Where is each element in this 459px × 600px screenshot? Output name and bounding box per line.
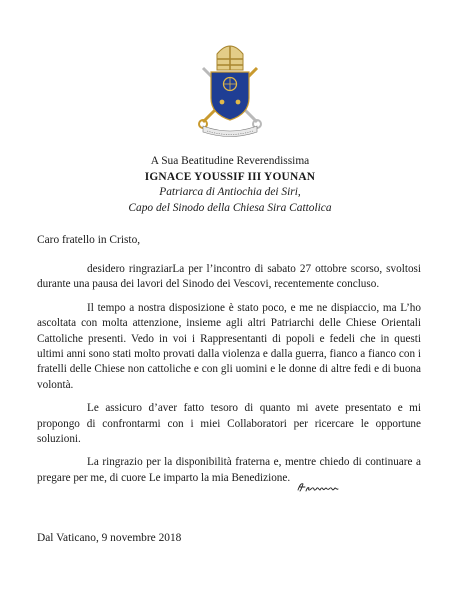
body-paragraph: La ringrazio per la disponibilità fraterna e, mentre chiedo di continuare a pregare per me, di cuore Le imparto la mia Benedizione. xyxy=(37,456,421,484)
addressee-title-1: Patriarca di Antiochia dei Siri, xyxy=(159,186,301,199)
handwritten-signature xyxy=(296,480,342,494)
addressee-name: IGNACE YOUSSIF III YOUNAN xyxy=(144,170,316,183)
body-paragraph: Le assicuro d’aver fatto tesoro di quanto mi avete presentato e mi propongo di confrontarmi con i miei Collaboratori per ricercare le opportune soluzioni. xyxy=(37,402,421,446)
addressee-honorific: A Sua Beatitudine Reverendissima xyxy=(150,155,310,167)
letter-body xyxy=(37,262,421,494)
salutation: Caro fratello in Cristo, xyxy=(37,234,141,246)
addressee-block xyxy=(60,154,400,216)
closing-date: Dal Vaticano, 9 novembre 2018 xyxy=(37,532,182,544)
papal-coat-of-arms-icon xyxy=(195,40,265,140)
addressee-title-2: Capo del Sinodo della Chiesa Sira Cattolica xyxy=(128,201,332,214)
body-paragraph: desidero ringraziarLa per l’incontro di sabato 27 ottobre scorso, svoltosi durante una pausa dei lavori del Sinodo dei Vescovi, recentemente concluso. xyxy=(37,263,421,291)
body-paragraph: Il tempo a nostra disposizione è stato poco, e me ne dispiaccio, ma L’ho ascoltata con molta attenzione, insieme agli altri Patriarchi delle Chiese Orientali Cattoliche presenti. Vedo in voi i Rappresentanti di popoli e fedeli che in questi ultimi anni sono stati molto provati dalla violenza e dalla guerra, fianco a fianco con i fratelli delle Chiese non cattoliche e con gli uomini e le donne di altre fedi e di buona volontà. xyxy=(37,301,421,391)
